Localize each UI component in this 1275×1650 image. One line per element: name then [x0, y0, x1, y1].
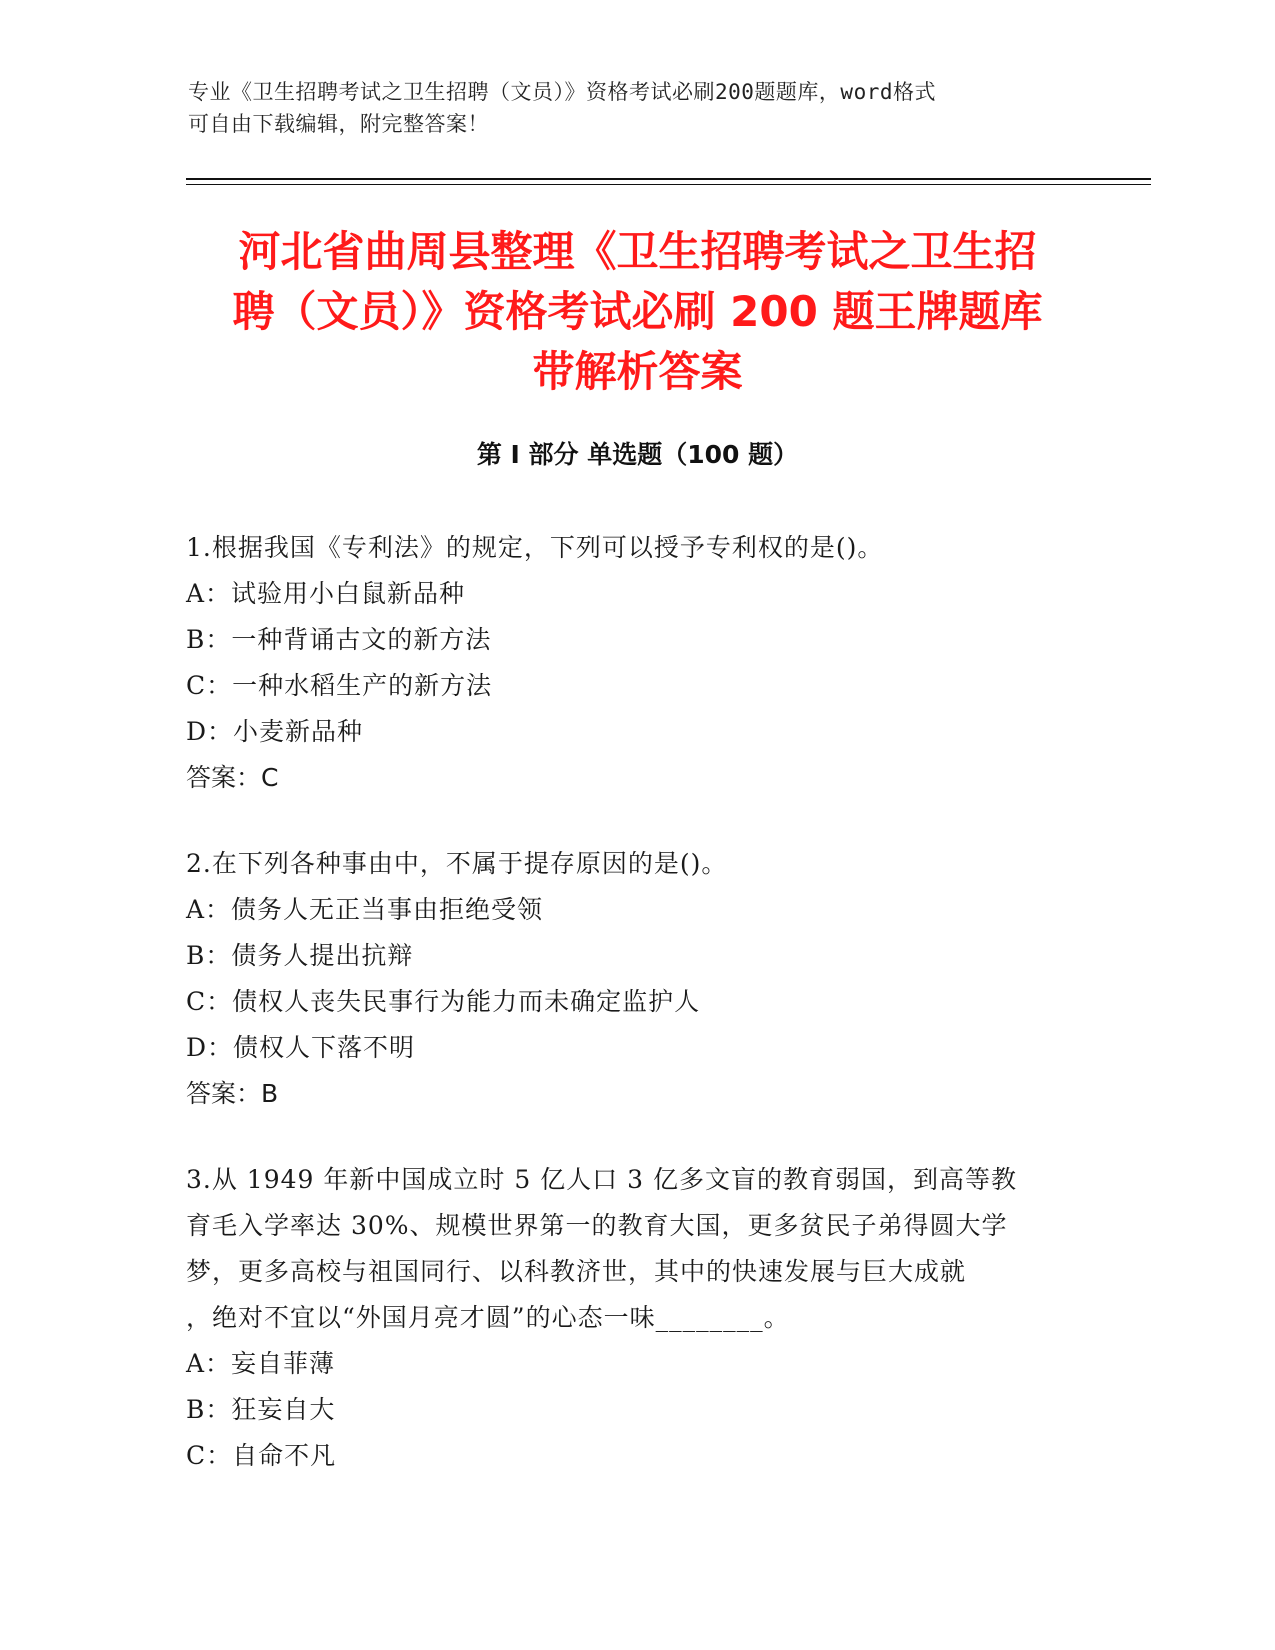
option-b: B：债务人提出抗辩: [186, 941, 414, 970]
answer: 答案：B: [186, 1079, 279, 1108]
question-list: [186, 525, 1086, 1519]
title-line-2: 聘（文员）》资格考试必刷 200 题王牌题库: [232, 287, 1043, 336]
question-stem-line-1: 3.从 1949 年新中国成立时 5 亿人口 3 亿多文盲的教育弱国，到高等教: [186, 1165, 1017, 1194]
question-3: [186, 1157, 1086, 1479]
title-line-1: 河北省曲周县整理《卫生招聘考试之卫生招: [238, 227, 1037, 276]
option-c: C：债权人丧失民事行为能力而未确定监护人: [186, 987, 701, 1016]
option-d: D：小麦新品种: [186, 717, 364, 746]
question-stem-line-2: 育毛入学率达 30%、规模世界第一的教育大国，更多贫民子弟得圆大学: [186, 1211, 1008, 1240]
option-c: C：自命不凡: [186, 1441, 337, 1470]
question-stem-line-3: 梦，更多高校与祖国同行、以科教济世，其中的快速发展与巨大成就: [186, 1257, 967, 1286]
header-note-line-2: 可自由下载编辑，附完整答案！: [188, 112, 489, 136]
question-2: [186, 841, 1086, 1117]
question-stem: 2.在下列各种事由中，不属于提存原因的是()。: [186, 849, 728, 878]
option-a: A：债务人无正当事由拒绝受领: [186, 895, 544, 924]
question-stem: 1.根据我国《专利法》的规定，下列可以授予专利权的是()。: [186, 533, 884, 562]
header-note-line-1: 专业《卫生招聘考试之卫生招聘（文员）》资格考试必刷200题题库，word格式: [188, 80, 936, 104]
document-title: [160, 222, 1115, 402]
option-b: B：一种背诵古文的新方法: [186, 625, 492, 654]
header-note: [188, 76, 1068, 140]
section-title: 第 I 部分 单选题（100 题）: [476, 440, 799, 469]
option-b: B：狂妄自大: [186, 1395, 336, 1424]
option-c: C：一种水稻生产的新方法: [186, 671, 493, 700]
option-a: A：试验用小白鼠新品种: [186, 579, 466, 608]
option-d: D：债权人下落不明: [186, 1033, 416, 1062]
answer: 答案：C: [186, 763, 279, 792]
title-line-3: 带解析答案: [532, 347, 743, 396]
header-rule-thick: [186, 178, 1151, 180]
question-1: [186, 525, 1086, 801]
header-rule-thin: [186, 184, 1151, 185]
option-a: A：妄自菲薄: [186, 1349, 336, 1378]
question-stem-line-4: ，绝对不宜以“外国月亮才圆”的心态一味________。: [186, 1303, 790, 1332]
